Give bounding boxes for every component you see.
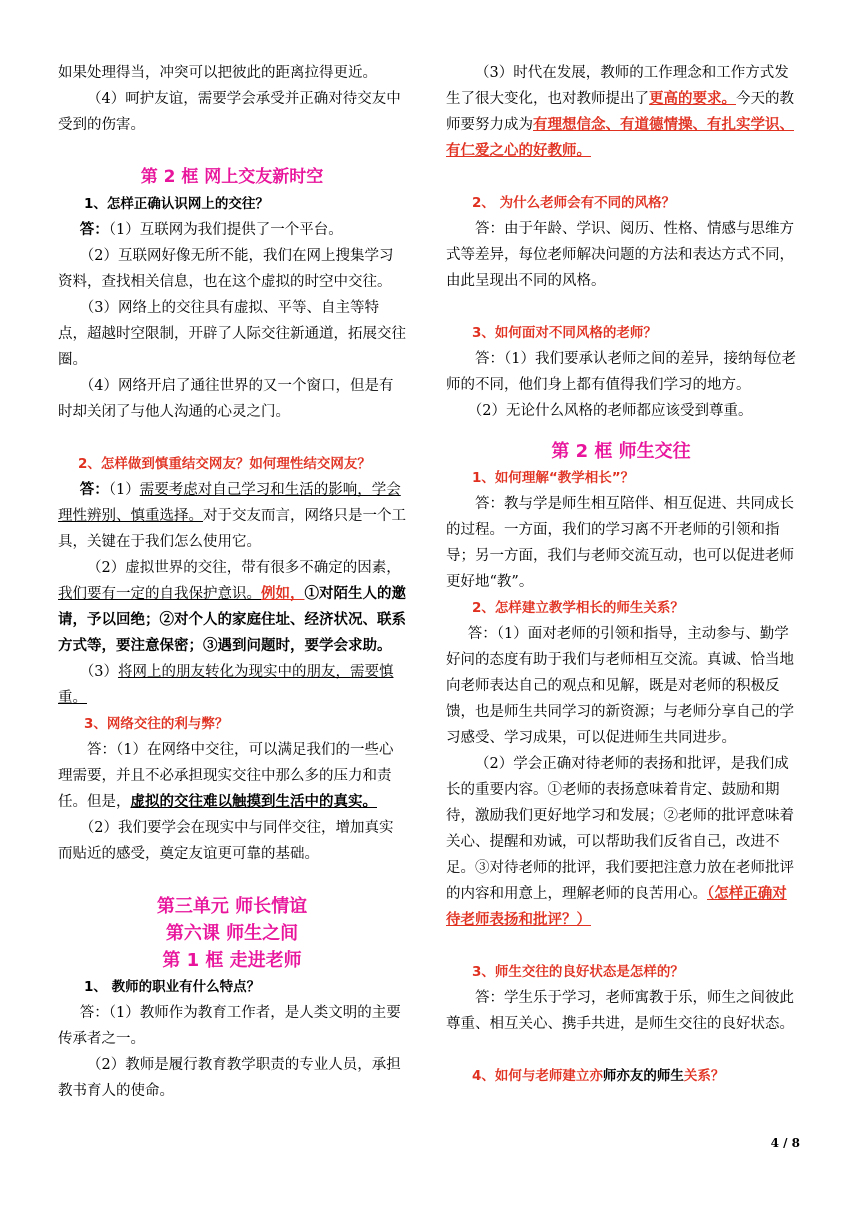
answer-paragraph: （2）互联网好像无所不能，我们在网上搜集学习资料，查找相关信息，也在这个虚拟的时空中交往。 [58, 248, 394, 290]
question-text: 关系？ [683, 1068, 725, 1084]
question-heading: 2、 为什么老师会有不同的风格？ [472, 195, 676, 211]
note-text: （怎样正确对待老师表扬和批评？） [446, 885, 787, 928]
answer-paragraph: 答：学生乐于学习，老师寓教于乐，师生之间彼此尊重、相互关心、携手共进，是师生交往的良好状态。 [446, 990, 794, 1032]
answer-paragraph: （4）网络开启了通往世界的又一个窗口，但是有时却关闭了与他人沟通的心灵之门。 [58, 378, 394, 420]
question-text: 师亦友的师生 [602, 1068, 684, 1084]
answer-paragraph: 答：（1）教师作为教育工作者，是人类文明的主要传承者之一。 [58, 1005, 401, 1047]
question-heading: 1、如何理解“教学相长”？ [472, 470, 635, 486]
paragraph: 如果处理得当，冲突可以把彼此的距离拉得更近。 [58, 65, 377, 81]
answer-text: （1） [108, 482, 140, 498]
underlined-text: 将网上的朋友转化为现实中的朋友，需要慎重。 [58, 664, 394, 706]
answer-paragraph [58, 477, 406, 555]
highlight-text: 有理想信念、有道德情操、有扎实学识、有仁爱之心的好教师。 [446, 116, 794, 159]
page-number: 4 / 8 [770, 1136, 800, 1150]
paragraph [446, 60, 796, 164]
answer-paragraph: （3）网络上的交往具有虚拟、平等、自主等特点，超越时空限制，开辟了人际交往新通道，拓展交往圈。 [58, 300, 406, 368]
answer-paragraph [446, 751, 796, 933]
question-heading: 1、怎样正确认识网上的交往？ [84, 196, 269, 212]
answer-paragraph: （2）我们要学会在现实中与同伴交往，增加真实而贴近的感受，奠定友谊更可靠的基础。 [58, 820, 394, 862]
question-heading: 3、网络交往的利与弊？ [84, 716, 229, 732]
answer-text: 答：（1）在网络中交往，可以满足我们的一些心理需要，并且不必承担现实交往中那么多的压力和责任。但是， [58, 742, 394, 810]
answer-text: （3） [79, 664, 118, 680]
paragraph: （4）呵护友谊，需要学会承受并正确对待交友中受到的伤害。 [58, 91, 401, 133]
underlined-text: 我们要有一定的自我保护意识。 [58, 586, 261, 602]
answer-lead: 答： [79, 221, 109, 238]
question-heading: 3、如何面对不同风格的老师？ [472, 325, 657, 341]
lesson-title: 第六课 师生之间 [165, 923, 299, 944]
question-heading: 1、 教师的职业有什么特点？ [84, 979, 261, 995]
section-title: 第 2 框 师生交往 [551, 441, 691, 462]
paragraph-text: 今天的教师要努力成为 [446, 91, 794, 133]
unit-title: 第三单元 师长情谊 [156, 896, 308, 917]
question-heading: 2、怎样建立教学相长的师生关系？ [472, 600, 684, 616]
answer-paragraph: 答：（1）面对老师的引领和指导，主动参与、勤学好问的态度有助于我们与老师相互交流。真诚、恰当地向老师表达自己的观点和见解，既是对老师的积极反馈，也是师生共同学习的新资源；与老师分享自己的学习感受、学习成果，可以促进师生共同进步。 [446, 626, 794, 746]
left-column [58, 60, 406, 1104]
answer-paragraph: 答：（1）我们要承认老师之间的差异，接纳每位老师的不同，他们身上都有值得我们学习的地方。 [446, 351, 796, 393]
question-heading: 2、怎样做到慎重结交网友？如何理性结交网友？ [78, 456, 371, 472]
answer-paragraph [58, 659, 406, 711]
answer-paragraph [58, 555, 406, 659]
right-column [446, 60, 796, 1089]
paragraph-text: （3）时代在发展，教师的工作理念和工作方式发生了很大变化，也对教师提出了 [446, 65, 789, 107]
answer-paragraph [58, 737, 406, 815]
underlined-text: 需要考虑对自己学习和生活的影响，学会理性辨别、慎重选择。 [58, 482, 401, 524]
question-heading: 3、师生交往的良好状态是怎样的？ [472, 964, 684, 980]
highlight-text: 更高的要求。 [649, 90, 736, 107]
answer-paragraph: （2）无论什么风格的老师都应该受到尊重。 [467, 403, 753, 419]
answer-paragraph: （2）教师是履行教育教学职责的专业人员，承担教书育人的使命。 [58, 1057, 401, 1099]
question-text: 4、如何与老师建立亦 [472, 1068, 603, 1084]
answer-text: （2）虚拟世界的交往，带有很多不确定的因素， [87, 560, 401, 576]
bold-underlined-text: 虚拟的交往难以触摸到生活中的真实。 [130, 793, 377, 810]
question-heading [446, 1063, 796, 1089]
answer-text: （2）学会正确对待老师的表扬和批评，是我们成长的重要内容。①老师的表扬意味着肯定、鼓励和期待，激励我们更好地学习和发展；②老师的批评意味着关心、提醒和劝诫，可以帮助我们反省自己，改进不足。③对待老师的批评，我们要把注意力放在老师批评的内容和用意上，理解老师的良苦用心。 [446, 756, 794, 902]
answer-text: 对于交友而言，网络只是一个工具，关键在于我们怎么使用它。 [58, 508, 406, 550]
section-title: 第 1 框 走进老师 [162, 950, 302, 971]
answer-paragraph [58, 217, 406, 243]
bold-text: ①对陌生人的邀请，予以回绝；②对个人的家庭住址、经济状况、联系方式等，要注意保密；③遇到问题时，要学会求助。 [58, 585, 406, 654]
answer-paragraph: 答：教与学是师生相互陪伴、相互促进、共同成长的过程。一方面，我们的学习离不开老师的引领和指导；另一方面，我们与老师交流互动，也可以促进老师更好地“教”。 [446, 496, 794, 590]
answer-lead: 答： [79, 481, 109, 498]
section-title: 第 2 框 网上交友新时空 [140, 167, 324, 187]
example-label: 例如， [261, 585, 305, 602]
answer-paragraph: 答：由于年龄、学识、阅历、性格、情感与思维方式等差异，每位老师解决问题的方法和表达方式不同，由此呈现出不同的风格。 [446, 221, 794, 289]
answer-text: （1）互联网为我们提供了一个平台。 [108, 222, 343, 238]
